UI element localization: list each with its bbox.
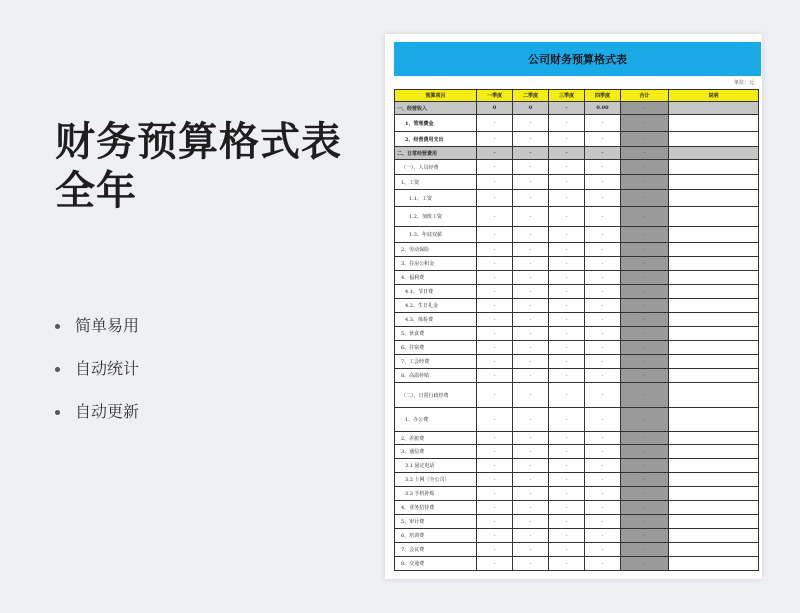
row-total-value: - [621, 383, 669, 408]
row-q4-value: - [585, 190, 621, 207]
row-q1-value: - [477, 147, 513, 160]
row-item-label: 2、差旅费 [395, 432, 477, 445]
row-q1-value: - [477, 285, 513, 299]
row-item-label: 7、会议费 [395, 543, 477, 557]
row-q2-value: - [513, 543, 549, 557]
row-item-label: 6、住宿费 [395, 341, 477, 355]
row-q4-value: - [585, 271, 621, 285]
row-q1-value: - [477, 313, 513, 327]
row-q3-value: - [549, 271, 585, 285]
row-q3-value: - [549, 459, 585, 473]
row-q3-value: - [549, 515, 585, 529]
table-row [395, 207, 759, 227]
table-row [395, 102, 759, 115]
row-q3-value: - [549, 147, 585, 160]
row-q3-value: - [549, 313, 585, 327]
row-note [669, 115, 759, 132]
row-note [669, 160, 759, 175]
row-item-label: 1、办公费 [395, 408, 477, 432]
row-q3-value: - [549, 529, 585, 543]
row-note [669, 445, 759, 459]
feature-item [55, 398, 139, 441]
row-q3-value: - [549, 383, 585, 408]
row-q2-value: - [513, 271, 549, 285]
row-q3-value: - [549, 487, 585, 501]
table-row [395, 529, 759, 543]
row-q4-value: - [585, 557, 621, 571]
row-total-value: - [621, 190, 669, 207]
row-note [669, 102, 759, 115]
row-q4-value: - [585, 369, 621, 383]
row-total-value: - [621, 115, 669, 132]
row-q1-value: - [477, 355, 513, 369]
row-q4-value: - [585, 543, 621, 557]
row-q4-value: - [585, 115, 621, 132]
table-row [395, 543, 759, 557]
row-q4-value: - [585, 285, 621, 299]
row-q3-value: - [549, 227, 585, 243]
row-note [669, 271, 759, 285]
row-total-value: - [621, 341, 669, 355]
row-q2-value: - [513, 299, 549, 313]
row-item-label: 2、经营费用支出 [395, 132, 477, 147]
row-q4-value: - [585, 341, 621, 355]
row-item-label: 5、伙食费 [395, 327, 477, 341]
row-q1-value: - [477, 445, 513, 459]
row-q1-value: - [477, 459, 513, 473]
row-item-label: 4.3、体检费 [395, 313, 477, 327]
row-total-value: - [621, 132, 669, 147]
table-row [395, 313, 759, 327]
row-q4-value: - [585, 327, 621, 341]
row-total-value: - [621, 445, 669, 459]
row-item-label: 8、高温补贴 [395, 369, 477, 383]
row-note [669, 355, 759, 369]
bullet-dot-icon [55, 324, 60, 329]
row-total-value: - [621, 515, 669, 529]
row-q1-value: - [477, 473, 513, 487]
row-total-value: - [621, 327, 669, 341]
row-note [669, 341, 759, 355]
row-q3-value: - [549, 501, 585, 515]
unit-label: 单位：元 [733, 80, 754, 86]
row-q1-value: - [477, 190, 513, 207]
row-q1-value: - [477, 115, 513, 132]
row-q1-value: - [477, 175, 513, 190]
table-row [395, 299, 759, 313]
header-q4: 四季度 [585, 90, 621, 102]
row-q3-value: - [549, 257, 585, 271]
header-q1: 一季度 [477, 90, 513, 102]
row-item-label: 4、福利费 [395, 271, 477, 285]
row-q4-value: - [585, 355, 621, 369]
row-q4-value: - [585, 383, 621, 408]
table-row [395, 257, 759, 271]
row-total-value: - [621, 102, 669, 115]
row-q3-value: - [549, 102, 585, 115]
row-note [669, 459, 759, 473]
table-row [395, 327, 759, 341]
table-row [395, 147, 759, 160]
row-q2-value: - [513, 341, 549, 355]
table-row [395, 341, 759, 355]
row-q2-value: - [513, 487, 549, 501]
row-q1-value: - [477, 529, 513, 543]
row-item-label: 二、日常经营费用 [395, 147, 477, 160]
row-q2-value: - [513, 313, 549, 327]
row-q3-value: - [549, 115, 585, 132]
row-q1-value: - [477, 207, 513, 227]
row-q2-value: - [513, 459, 549, 473]
row-q2-value: - [513, 445, 549, 459]
row-total-value: - [621, 355, 669, 369]
row-note [669, 147, 759, 160]
table-row [395, 243, 759, 257]
row-q2-value: - [513, 227, 549, 243]
row-q1-value: - [477, 299, 513, 313]
row-q4-value: - [585, 408, 621, 432]
row-q3-value: - [549, 432, 585, 445]
row-q1-value: - [477, 227, 513, 243]
row-note [669, 473, 759, 487]
row-q4-value: - [585, 529, 621, 543]
row-q4-value: - [585, 487, 621, 501]
table-row [395, 190, 759, 207]
row-note [669, 257, 759, 271]
sheet-title: 公司财务预算格式表 [528, 53, 627, 66]
hero-title [55, 118, 342, 216]
row-item-label: 3.2 上网（全公司） [395, 473, 477, 487]
row-q4-value: - [585, 175, 621, 190]
hero-title-line-1: 财务预算格式表 [55, 119, 342, 165]
row-q1-value: - [477, 132, 513, 147]
row-total-value: - [621, 147, 669, 160]
row-note [669, 175, 759, 190]
row-q1-value: - [477, 408, 513, 432]
bullet-dot-icon [55, 367, 60, 372]
row-total-value: - [621, 501, 669, 515]
row-total-value: - [621, 243, 669, 257]
row-q2-value: 0 [513, 102, 549, 115]
row-q4-value: - [585, 160, 621, 175]
bullet-dot-icon [55, 410, 60, 415]
row-item-label: 2、劳动保险 [395, 243, 477, 257]
row-item-label: 一、经营收入 [395, 102, 477, 115]
row-q2-value: - [513, 355, 549, 369]
row-q1-value: - [477, 432, 513, 445]
feature-label: 自动更新 [75, 402, 140, 421]
header-q2: 二季度 [513, 90, 549, 102]
row-q4-value: - [585, 227, 621, 243]
budget-table [394, 89, 759, 571]
table-row [395, 369, 759, 383]
row-q1-value: - [477, 487, 513, 501]
row-note [669, 299, 759, 313]
row-item-label: 4、业务招待费 [395, 501, 477, 515]
table-row [395, 132, 759, 147]
row-q2-value: - [513, 383, 549, 408]
row-q3-value: - [549, 207, 585, 227]
row-q1-value: 0 [477, 102, 513, 115]
row-item-label: 4.1、节日费 [395, 285, 477, 299]
row-item-label: 5、审计费 [395, 515, 477, 529]
feature-list [55, 312, 139, 441]
row-q1-value: - [477, 243, 513, 257]
row-q2-value: - [513, 557, 549, 571]
row-q3-value: - [549, 408, 585, 432]
row-item-label: 3、住房公积金 [395, 257, 477, 271]
spreadsheet-preview [385, 34, 762, 579]
table-row [395, 557, 759, 571]
header-item: 预算项目 [395, 90, 477, 102]
row-q3-value: - [549, 299, 585, 313]
row-q4-value: - [585, 132, 621, 147]
row-note [669, 408, 759, 432]
row-q2-value: - [513, 285, 549, 299]
row-q2-value: - [513, 160, 549, 175]
feature-item [55, 355, 139, 398]
row-q2-value: - [513, 369, 549, 383]
row-q1-value: - [477, 327, 513, 341]
table-header-row [395, 90, 759, 102]
row-item-label: （二）、日常行政经费 [395, 383, 477, 408]
row-q4-value: - [585, 299, 621, 313]
row-item-label: 1、工资 [395, 175, 477, 190]
row-q3-value: - [549, 557, 585, 571]
row-q2-value: - [513, 207, 549, 227]
row-q3-value: - [549, 285, 585, 299]
row-note [669, 285, 759, 299]
row-q2-value: - [513, 473, 549, 487]
row-q4-value: - [585, 147, 621, 160]
row-item-label: 7、工会经费 [395, 355, 477, 369]
row-q4-value: - [585, 515, 621, 529]
row-note [669, 529, 759, 543]
row-q1-value: - [477, 160, 513, 175]
row-note [669, 383, 759, 408]
row-q3-value: - [549, 132, 585, 147]
table-row [395, 473, 759, 487]
row-q1-value: - [477, 543, 513, 557]
row-note [669, 515, 759, 529]
row-total-value: - [621, 473, 669, 487]
feature-label: 自动统计 [75, 359, 140, 378]
row-note [669, 432, 759, 445]
table-row [395, 487, 759, 501]
table-row [395, 445, 759, 459]
table-row [395, 271, 759, 285]
row-total-value: - [621, 207, 669, 227]
row-total-value: - [621, 543, 669, 557]
row-q2-value: - [513, 147, 549, 160]
row-total-value: - [621, 313, 669, 327]
row-item-label: 1.1、工资 [395, 190, 477, 207]
row-q4-value: - [585, 313, 621, 327]
row-q4-value: - [585, 501, 621, 515]
row-q2-value: - [513, 132, 549, 147]
table-row [395, 459, 759, 473]
table-row [395, 355, 759, 369]
row-q1-value: - [477, 257, 513, 271]
row-total-value: - [621, 408, 669, 432]
row-q2-value: - [513, 432, 549, 445]
row-total-value: - [621, 175, 669, 190]
row-item-label: 1.2、加班工资 [395, 207, 477, 227]
row-total-value: - [621, 271, 669, 285]
row-note [669, 543, 759, 557]
row-note [669, 369, 759, 383]
table-row [395, 515, 759, 529]
row-item-label: 6、培训费 [395, 529, 477, 543]
row-note [669, 557, 759, 571]
row-item-label: 3.3 手机补贴 [395, 487, 477, 501]
row-q3-value: - [549, 175, 585, 190]
row-total-value: - [621, 459, 669, 473]
row-q3-value: - [549, 445, 585, 459]
row-q3-value: - [549, 543, 585, 557]
row-q4-value: - [585, 207, 621, 227]
row-q4-value: - [585, 459, 621, 473]
row-note [669, 487, 759, 501]
row-q2-value: - [513, 408, 549, 432]
row-q3-value: - [549, 473, 585, 487]
hero-title-line-2: 全年 [55, 168, 137, 214]
header-q3: 三季度 [549, 90, 585, 102]
row-note [669, 313, 759, 327]
row-q2-value: - [513, 257, 549, 271]
row-q2-value: - [513, 327, 549, 341]
row-total-value: - [621, 160, 669, 175]
row-total-value: - [621, 285, 669, 299]
feature-label: 简单易用 [75, 316, 140, 335]
table-row [395, 115, 759, 132]
row-q2-value: - [513, 115, 549, 132]
row-total-value: - [621, 557, 669, 571]
row-total-value: - [621, 299, 669, 313]
table-row [395, 501, 759, 515]
row-item-label: 3、通信费 [395, 445, 477, 459]
row-item-label: （一）、人员经费 [395, 160, 477, 175]
table-row [395, 227, 759, 243]
row-q1-value: - [477, 557, 513, 571]
row-note [669, 207, 759, 227]
row-q3-value: - [549, 355, 585, 369]
row-total-value: - [621, 432, 669, 445]
row-q1-value: - [477, 383, 513, 408]
row-q3-value: - [549, 369, 585, 383]
row-q3-value: - [549, 243, 585, 257]
row-q4-value: - [585, 432, 621, 445]
row-total-value: - [621, 487, 669, 501]
row-q3-value: - [549, 190, 585, 207]
row-q3-value: - [549, 327, 585, 341]
table-row [395, 285, 759, 299]
row-q1-value: - [477, 515, 513, 529]
row-note [669, 243, 759, 257]
row-q2-value: - [513, 243, 549, 257]
header-note: 说明 [669, 90, 759, 102]
row-q1-value: - [477, 341, 513, 355]
table-row [395, 175, 759, 190]
header-total: 合计 [621, 90, 669, 102]
row-total-value: - [621, 369, 669, 383]
row-q3-value: - [549, 341, 585, 355]
row-q4-value: - [585, 243, 621, 257]
row-q2-value: - [513, 529, 549, 543]
table-row [395, 432, 759, 445]
table-row [395, 408, 759, 432]
row-q2-value: - [513, 190, 549, 207]
row-note [669, 501, 759, 515]
row-item-label: 1.3、年底双薪 [395, 227, 477, 243]
row-q1-value: - [477, 369, 513, 383]
row-total-value: - [621, 227, 669, 243]
row-note [669, 227, 759, 243]
table-row [395, 160, 759, 175]
row-q4-value: - [585, 257, 621, 271]
row-q4-value: - [585, 445, 621, 459]
row-q1-value: - [477, 501, 513, 515]
row-note [669, 327, 759, 341]
sheet-title-banner [394, 42, 761, 76]
feature-item [55, 312, 139, 355]
table-row [395, 383, 759, 408]
row-q4-value: 0.00 [585, 102, 621, 115]
row-q3-value: - [549, 160, 585, 175]
row-q4-value: - [585, 473, 621, 487]
row-q2-value: - [513, 515, 549, 529]
row-note [669, 132, 759, 147]
row-note [669, 190, 759, 207]
row-item-label: 8、交通费 [395, 557, 477, 571]
row-q2-value: - [513, 175, 549, 190]
row-q2-value: - [513, 501, 549, 515]
row-item-label: 3.1 固定电话 [395, 459, 477, 473]
row-total-value: - [621, 257, 669, 271]
row-q1-value: - [477, 271, 513, 285]
row-total-value: - [621, 529, 669, 543]
row-item-label: 1、管理費金 [395, 115, 477, 132]
row-item-label: 4.2、生日礼金 [395, 299, 477, 313]
